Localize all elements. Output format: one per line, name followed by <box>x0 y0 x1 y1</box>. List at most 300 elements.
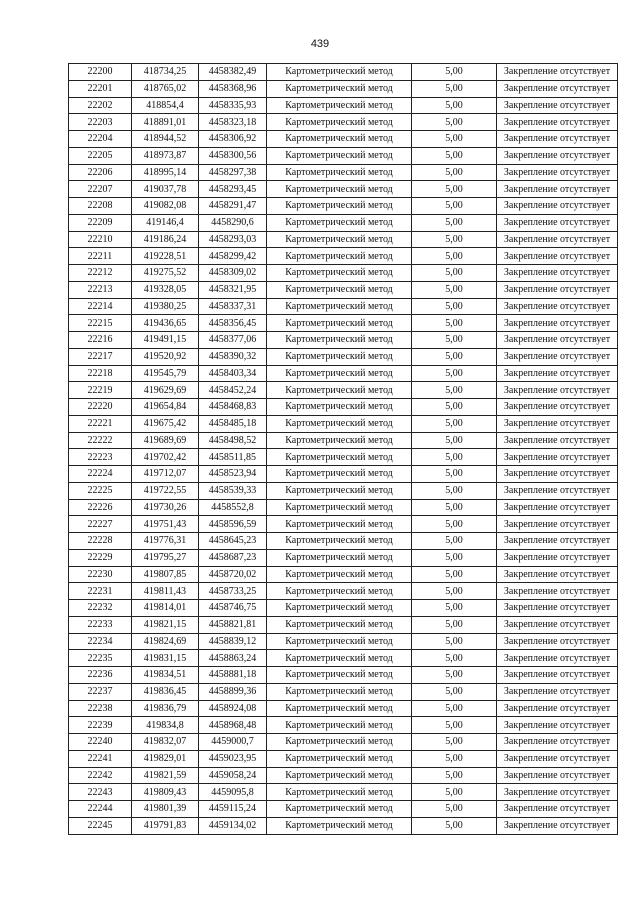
fixing-description-cell: Закрепление отсутствует <box>497 248 618 265</box>
x-coordinate-cell: 419228,51 <box>132 248 199 265</box>
method-cell: Картометрический метод <box>267 600 412 617</box>
accuracy-cell: 5,00 <box>412 499 497 516</box>
accuracy-cell: 5,00 <box>412 817 497 834</box>
x-coordinate-cell: 419675,42 <box>132 415 199 432</box>
method-cell: Картометрический метод <box>267 315 412 332</box>
table-row <box>69 114 618 131</box>
accuracy-cell: 5,00 <box>412 298 497 315</box>
y-coordinate-cell: 4458968,48 <box>199 717 267 734</box>
point-number-cell: 22235 <box>69 650 132 667</box>
x-coordinate-cell: 419520,92 <box>132 348 199 365</box>
x-coordinate-cell: 418734,25 <box>132 64 199 81</box>
accuracy-cell: 5,00 <box>412 516 497 533</box>
y-coordinate-cell: 4458596,59 <box>199 516 267 533</box>
accuracy-cell: 5,00 <box>412 214 497 231</box>
point-number-cell: 22223 <box>69 449 132 466</box>
point-number-cell: 22229 <box>69 549 132 566</box>
table-row <box>69 198 618 215</box>
y-coordinate-cell: 4458356,45 <box>199 315 267 332</box>
method-cell: Картометрический метод <box>267 131 412 148</box>
table-row <box>69 164 618 181</box>
table-row <box>69 566 618 583</box>
point-number-cell: 22207 <box>69 181 132 198</box>
point-number-cell: 22240 <box>69 734 132 751</box>
point-number-cell: 22231 <box>69 583 132 600</box>
point-number-cell: 22237 <box>69 683 132 700</box>
accuracy-cell: 5,00 <box>412 332 497 349</box>
y-coordinate-cell: 4458403,34 <box>199 365 267 382</box>
x-coordinate-cell: 419751,43 <box>132 516 199 533</box>
method-cell: Картометрический метод <box>267 415 412 432</box>
point-number-cell: 22233 <box>69 616 132 633</box>
fixing-description-cell: Закрепление отсутствует <box>497 415 618 432</box>
fixing-description-cell: Закрепление отсутствует <box>497 817 618 834</box>
x-coordinate-cell: 418973,87 <box>132 147 199 164</box>
table-row <box>69 181 618 198</box>
table-row <box>69 147 618 164</box>
method-cell: Картометрический метод <box>267 80 412 97</box>
fixing-description-cell: Закрепление отсутствует <box>497 97 618 114</box>
accuracy-cell: 5,00 <box>412 583 497 600</box>
point-number-cell: 22213 <box>69 281 132 298</box>
accuracy-cell: 5,00 <box>412 700 497 717</box>
accuracy-cell: 5,00 <box>412 80 497 97</box>
x-coordinate-cell: 418891,01 <box>132 114 199 131</box>
fixing-description-cell: Закрепление отсутствует <box>497 214 618 231</box>
point-number-cell: 22211 <box>69 248 132 265</box>
x-coordinate-cell: 419832,07 <box>132 734 199 751</box>
accuracy-cell: 5,00 <box>412 181 497 198</box>
y-coordinate-cell: 4458293,45 <box>199 181 267 198</box>
y-coordinate-cell: 4459115,24 <box>199 801 267 818</box>
method-cell: Картометрический метод <box>267 147 412 164</box>
y-coordinate-cell: 4458821,81 <box>199 616 267 633</box>
accuracy-cell: 5,00 <box>412 533 497 550</box>
x-coordinate-cell: 419776,31 <box>132 533 199 550</box>
fixing-description-cell: Закрепление отсутствует <box>497 382 618 399</box>
accuracy-cell: 5,00 <box>412 164 497 181</box>
fixing-description-cell: Закрепление отсутствует <box>497 298 618 315</box>
y-coordinate-cell: 4458335,93 <box>199 97 267 114</box>
method-cell: Картометрический метод <box>267 332 412 349</box>
point-number-cell: 22205 <box>69 147 132 164</box>
point-number-cell: 22227 <box>69 516 132 533</box>
x-coordinate-cell: 419436,65 <box>132 315 199 332</box>
point-number-cell: 22221 <box>69 415 132 432</box>
fixing-description-cell: Закрепление отсутствует <box>497 64 618 81</box>
table-row <box>69 700 618 717</box>
fixing-description-cell: Закрепление отсутствует <box>497 516 618 533</box>
fixing-description-cell: Закрепление отсутствует <box>497 750 618 767</box>
point-number-cell: 22206 <box>69 164 132 181</box>
point-number-cell: 22219 <box>69 382 132 399</box>
method-cell: Картометрический метод <box>267 482 412 499</box>
method-cell: Картометрический метод <box>267 298 412 315</box>
x-coordinate-cell: 419328,05 <box>132 281 199 298</box>
method-cell: Картометрический метод <box>267 700 412 717</box>
point-number-cell: 22243 <box>69 784 132 801</box>
method-cell: Картометрический метод <box>267 97 412 114</box>
x-coordinate-cell: 419809,43 <box>132 784 199 801</box>
method-cell: Картометрический метод <box>267 248 412 265</box>
x-coordinate-cell: 419380,25 <box>132 298 199 315</box>
accuracy-cell: 5,00 <box>412 265 497 282</box>
fixing-description-cell: Закрепление отсутствует <box>497 700 618 717</box>
method-cell: Картометрический метод <box>267 64 412 81</box>
accuracy-cell: 5,00 <box>412 717 497 734</box>
point-number-cell: 22216 <box>69 332 132 349</box>
fixing-description-cell: Закрепление отсутствует <box>497 784 618 801</box>
x-coordinate-cell: 419722,55 <box>132 482 199 499</box>
fixing-description-cell: Закрепление отсутствует <box>497 449 618 466</box>
method-cell: Картометрический метод <box>267 533 412 550</box>
point-number-cell: 22209 <box>69 214 132 231</box>
fixing-description-cell: Закрепление отсутствует <box>497 549 618 566</box>
accuracy-cell: 5,00 <box>412 64 497 81</box>
y-coordinate-cell: 4458511,85 <box>199 449 267 466</box>
y-coordinate-cell: 4458290,6 <box>199 214 267 231</box>
fixing-description-cell: Закрепление отсутствует <box>497 432 618 449</box>
y-coordinate-cell: 4458687,23 <box>199 549 267 566</box>
y-coordinate-cell: 4458552,8 <box>199 499 267 516</box>
y-coordinate-cell: 4458839,12 <box>199 633 267 650</box>
y-coordinate-cell: 4458337,31 <box>199 298 267 315</box>
fixing-description-cell: Закрепление отсутствует <box>497 667 618 684</box>
y-coordinate-cell: 4458924,08 <box>199 700 267 717</box>
accuracy-cell: 5,00 <box>412 600 497 617</box>
fixing-description-cell: Закрепление отсутствует <box>497 231 618 248</box>
method-cell: Картометрический метод <box>267 466 412 483</box>
y-coordinate-cell: 4458382,49 <box>199 64 267 81</box>
accuracy-cell: 5,00 <box>412 549 497 566</box>
y-coordinate-cell: 4458323,18 <box>199 114 267 131</box>
method-cell: Картометрический метод <box>267 164 412 181</box>
y-coordinate-cell: 4458746,75 <box>199 600 267 617</box>
y-coordinate-cell: 4458485,18 <box>199 415 267 432</box>
y-coordinate-cell: 4458321,95 <box>199 281 267 298</box>
y-coordinate-cell: 4458720,02 <box>199 566 267 583</box>
table-row <box>69 767 618 784</box>
accuracy-cell: 5,00 <box>412 131 497 148</box>
table-row <box>69 80 618 97</box>
fixing-description-cell: Закрепление отсутствует <box>497 181 618 198</box>
y-coordinate-cell: 4458309,02 <box>199 265 267 282</box>
point-number-cell: 22242 <box>69 767 132 784</box>
accuracy-cell: 5,00 <box>412 566 497 583</box>
x-coordinate-cell: 419814,01 <box>132 600 199 617</box>
x-coordinate-cell: 419082,08 <box>132 198 199 215</box>
y-coordinate-cell: 4458452,24 <box>199 382 267 399</box>
point-number-cell: 22234 <box>69 633 132 650</box>
method-cell: Картометрический метод <box>267 633 412 650</box>
point-number-cell: 22201 <box>69 80 132 97</box>
fixing-description-cell: Закрепление отсутствует <box>497 164 618 181</box>
y-coordinate-cell: 4458306,92 <box>199 131 267 148</box>
fixing-description-cell: Закрепление отсутствует <box>497 767 618 784</box>
point-number-cell: 22218 <box>69 365 132 382</box>
table-row <box>69 382 618 399</box>
table-row <box>69 499 618 516</box>
fixing-description-cell: Закрепление отсутствует <box>497 583 618 600</box>
point-number-cell: 22214 <box>69 298 132 315</box>
x-coordinate-cell: 419037,78 <box>132 181 199 198</box>
point-number-cell: 22225 <box>69 482 132 499</box>
y-coordinate-cell: 4458523,94 <box>199 466 267 483</box>
y-coordinate-cell: 4458645,23 <box>199 533 267 550</box>
y-coordinate-cell: 4458377,06 <box>199 332 267 349</box>
y-coordinate-cell: 4458299,42 <box>199 248 267 265</box>
y-coordinate-cell: 4458390,32 <box>199 348 267 365</box>
fixing-description-cell: Закрепление отсутствует <box>497 600 618 617</box>
y-coordinate-cell: 4458733,25 <box>199 583 267 600</box>
method-cell: Картометрический метод <box>267 549 412 566</box>
table-row <box>69 667 618 684</box>
accuracy-cell: 5,00 <box>412 114 497 131</box>
x-coordinate-cell: 419834,51 <box>132 667 199 684</box>
point-number-cell: 22238 <box>69 700 132 717</box>
table-row <box>69 131 618 148</box>
fixing-description-cell: Закрепление отсутствует <box>497 315 618 332</box>
fixing-description-cell: Закрепление отсутствует <box>497 80 618 97</box>
accuracy-cell: 5,00 <box>412 97 497 114</box>
accuracy-cell: 5,00 <box>412 415 497 432</box>
table-row <box>69 214 618 231</box>
point-number-cell: 22217 <box>69 348 132 365</box>
fixing-description-cell: Закрепление отсутствует <box>497 801 618 818</box>
x-coordinate-cell: 419836,45 <box>132 683 199 700</box>
method-cell: Картометрический метод <box>267 750 412 767</box>
accuracy-cell: 5,00 <box>412 482 497 499</box>
table-row <box>69 466 618 483</box>
table-row <box>69 449 618 466</box>
accuracy-cell: 5,00 <box>412 750 497 767</box>
accuracy-cell: 5,00 <box>412 767 497 784</box>
y-coordinate-cell: 4459023,95 <box>199 750 267 767</box>
method-cell: Картометрический метод <box>267 432 412 449</box>
accuracy-cell: 5,00 <box>412 432 497 449</box>
method-cell: Картометрический метод <box>267 499 412 516</box>
x-coordinate-cell: 419629,69 <box>132 382 199 399</box>
y-coordinate-cell: 4458291,47 <box>199 198 267 215</box>
method-cell: Картометрический метод <box>267 265 412 282</box>
method-cell: Картометрический метод <box>267 650 412 667</box>
table-row <box>69 516 618 533</box>
point-number-cell: 22208 <box>69 198 132 215</box>
method-cell: Картометрический метод <box>267 198 412 215</box>
table-row <box>69 683 618 700</box>
x-coordinate-cell: 419654,84 <box>132 399 199 416</box>
accuracy-cell: 5,00 <box>412 382 497 399</box>
fixing-description-cell: Закрепление отсутствует <box>497 399 618 416</box>
x-coordinate-cell: 419801,39 <box>132 801 199 818</box>
fixing-description-cell: Закрепление отсутствует <box>497 265 618 282</box>
y-coordinate-cell: 4458468,83 <box>199 399 267 416</box>
fixing-description-cell: Закрепление отсутствует <box>497 616 618 633</box>
x-coordinate-cell: 419689,69 <box>132 432 199 449</box>
method-cell: Картометрический метод <box>267 365 412 382</box>
table-row <box>69 64 618 81</box>
fixing-description-cell: Закрепление отсутствует <box>497 566 618 583</box>
fixing-description-cell: Закрепление отсутствует <box>497 466 618 483</box>
x-coordinate-cell: 419545,79 <box>132 365 199 382</box>
point-number-cell: 22239 <box>69 717 132 734</box>
y-coordinate-cell: 4458881,18 <box>199 667 267 684</box>
x-coordinate-cell: 419186,24 <box>132 231 199 248</box>
method-cell: Картометрический метод <box>267 382 412 399</box>
table-row <box>69 265 618 282</box>
table-row <box>69 801 618 818</box>
fixing-description-cell: Закрепление отсутствует <box>497 717 618 734</box>
fixing-description-cell: Закрепление отсутствует <box>497 683 618 700</box>
accuracy-cell: 5,00 <box>412 650 497 667</box>
method-cell: Картометрический метод <box>267 348 412 365</box>
fixing-description-cell: Закрепление отсутствует <box>497 281 618 298</box>
accuracy-cell: 5,00 <box>412 198 497 215</box>
table-row <box>69 734 618 751</box>
y-coordinate-cell: 4459134,02 <box>199 817 267 834</box>
table-row <box>69 332 618 349</box>
table-row <box>69 248 618 265</box>
fixing-description-cell: Закрепление отсутствует <box>497 482 618 499</box>
fixing-description-cell: Закрепление отсутствует <box>497 365 618 382</box>
x-coordinate-cell: 419491,15 <box>132 332 199 349</box>
x-coordinate-cell: 419791,83 <box>132 817 199 834</box>
accuracy-cell: 5,00 <box>412 147 497 164</box>
method-cell: Картометрический метод <box>267 734 412 751</box>
point-number-cell: 22232 <box>69 600 132 617</box>
point-number-cell: 22224 <box>69 466 132 483</box>
method-cell: Картометрический метод <box>267 114 412 131</box>
x-coordinate-cell: 418765,02 <box>132 80 199 97</box>
accuracy-cell: 5,00 <box>412 466 497 483</box>
y-coordinate-cell: 4458293,03 <box>199 231 267 248</box>
y-coordinate-cell: 4458300,56 <box>199 147 267 164</box>
fixing-description-cell: Закрепление отсутствует <box>497 147 618 164</box>
table-row <box>69 348 618 365</box>
point-number-cell: 22245 <box>69 817 132 834</box>
point-number-cell: 22244 <box>69 801 132 818</box>
point-number-cell: 22228 <box>69 533 132 550</box>
x-coordinate-cell: 419821,15 <box>132 616 199 633</box>
method-cell: Картометрический метод <box>267 583 412 600</box>
method-cell: Картометрический метод <box>267 717 412 734</box>
fixing-description-cell: Закрепление отсутствует <box>497 131 618 148</box>
y-coordinate-cell: 4458368,96 <box>199 80 267 97</box>
x-coordinate-cell: 419811,43 <box>132 583 199 600</box>
table-row <box>69 281 618 298</box>
accuracy-cell: 5,00 <box>412 399 497 416</box>
fixing-description-cell: Закрепление отсутствует <box>497 114 618 131</box>
method-cell: Картометрический метод <box>267 516 412 533</box>
point-number-cell: 22204 <box>69 131 132 148</box>
method-cell: Картометрический метод <box>267 801 412 818</box>
fixing-description-cell: Закрепление отсутствует <box>497 499 618 516</box>
accuracy-cell: 5,00 <box>412 734 497 751</box>
x-coordinate-cell: 418944,52 <box>132 131 199 148</box>
x-coordinate-cell: 419831,15 <box>132 650 199 667</box>
y-coordinate-cell: 4459000,7 <box>199 734 267 751</box>
point-number-cell: 22212 <box>69 265 132 282</box>
x-coordinate-cell: 419821,59 <box>132 767 199 784</box>
table-row <box>69 750 618 767</box>
table-row <box>69 650 618 667</box>
x-coordinate-cell: 419275,52 <box>132 265 199 282</box>
fixing-description-cell: Закрепление отсутствует <box>497 332 618 349</box>
fixing-description-cell: Закрепление отсутствует <box>497 734 618 751</box>
table-row <box>69 231 618 248</box>
x-coordinate-cell: 419702,42 <box>132 449 199 466</box>
table-row <box>69 583 618 600</box>
x-coordinate-cell: 418995,14 <box>132 164 199 181</box>
table-row <box>69 784 618 801</box>
fixing-description-cell: Закрепление отсутствует <box>497 633 618 650</box>
page-number: 439 <box>310 38 330 50</box>
x-coordinate-cell: 419730,26 <box>132 499 199 516</box>
method-cell: Картометрический метод <box>267 399 412 416</box>
point-number-cell: 22220 <box>69 399 132 416</box>
table-row <box>69 298 618 315</box>
point-number-cell: 22226 <box>69 499 132 516</box>
method-cell: Картометрический метод <box>267 767 412 784</box>
x-coordinate-cell: 419146,4 <box>132 214 199 231</box>
point-number-cell: 22236 <box>69 667 132 684</box>
point-number-cell: 22222 <box>69 432 132 449</box>
point-number-cell: 22241 <box>69 750 132 767</box>
y-coordinate-cell: 4458539,33 <box>199 482 267 499</box>
table-row <box>69 365 618 382</box>
y-coordinate-cell: 4458899,36 <box>199 683 267 700</box>
x-coordinate-cell: 419712,07 <box>132 466 199 483</box>
table-row <box>69 633 618 650</box>
table-row <box>69 616 618 633</box>
y-coordinate-cell: 4458863,24 <box>199 650 267 667</box>
accuracy-cell: 5,00 <box>412 616 497 633</box>
fixing-description-cell: Закрепление отсутствует <box>497 198 618 215</box>
accuracy-cell: 5,00 <box>412 281 497 298</box>
x-coordinate-cell: 419795,27 <box>132 549 199 566</box>
point-number-cell: 22210 <box>69 231 132 248</box>
method-cell: Картометрический метод <box>267 683 412 700</box>
accuracy-cell: 5,00 <box>412 667 497 684</box>
x-coordinate-cell: 419824,69 <box>132 633 199 650</box>
table-row <box>69 315 618 332</box>
point-number-cell: 22200 <box>69 64 132 81</box>
point-number-cell: 22215 <box>69 315 132 332</box>
point-number-cell: 22203 <box>69 114 132 131</box>
table-row <box>69 533 618 550</box>
accuracy-cell: 5,00 <box>412 348 497 365</box>
accuracy-cell: 5,00 <box>412 784 497 801</box>
method-cell: Картометрический метод <box>267 616 412 633</box>
method-cell: Картометрический метод <box>267 449 412 466</box>
method-cell: Картометрический метод <box>267 817 412 834</box>
x-coordinate-cell: 418854,4 <box>132 97 199 114</box>
point-number-cell: 22202 <box>69 97 132 114</box>
y-coordinate-cell: 4459095,8 <box>199 784 267 801</box>
accuracy-cell: 5,00 <box>412 231 497 248</box>
table-row <box>69 482 618 499</box>
table-row <box>69 97 618 114</box>
method-cell: Картометрический метод <box>267 784 412 801</box>
table-row <box>69 600 618 617</box>
y-coordinate-cell: 4458297,38 <box>199 164 267 181</box>
accuracy-cell: 5,00 <box>412 315 497 332</box>
x-coordinate-cell: 419829,01 <box>132 750 199 767</box>
coordinates-table-body <box>69 64 618 835</box>
accuracy-cell: 5,00 <box>412 248 497 265</box>
x-coordinate-cell: 419836,79 <box>132 700 199 717</box>
fixing-description-cell: Закрепление отсутствует <box>497 533 618 550</box>
